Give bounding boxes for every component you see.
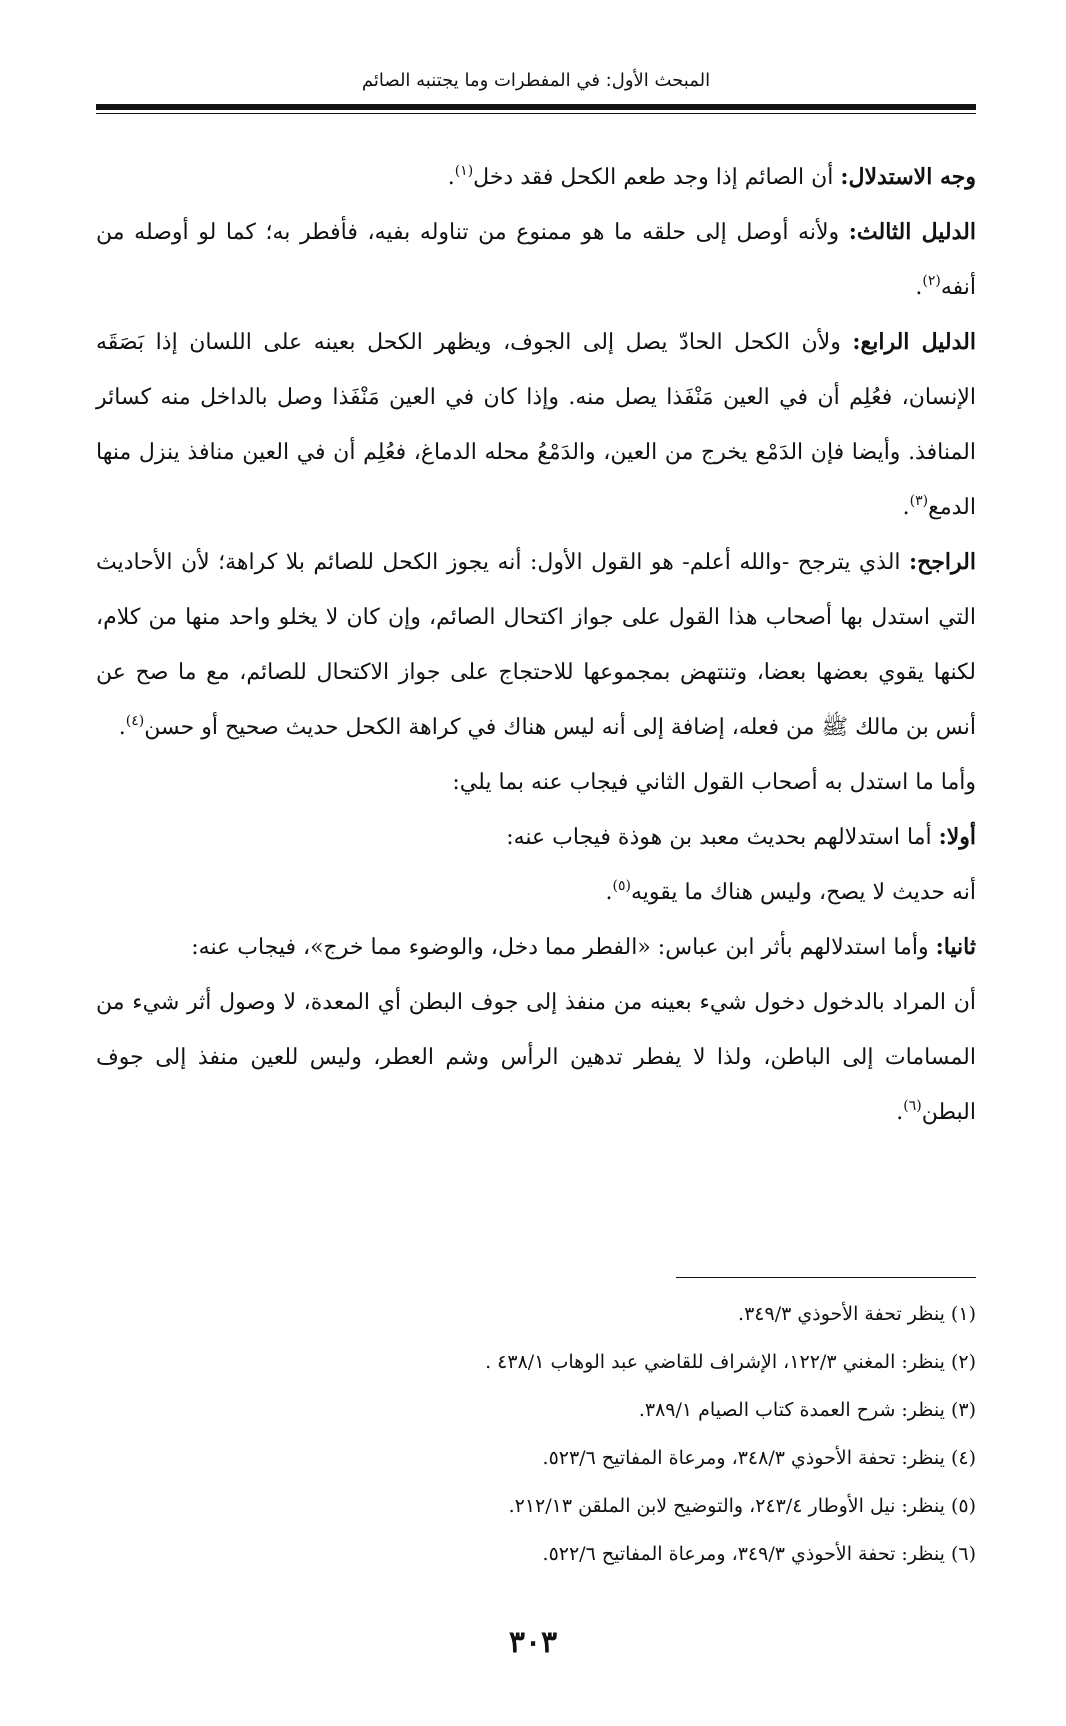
page-number: ٣٠٣	[508, 1625, 558, 1660]
paragraph-text: أما استدلالهم بحديث معبد بن هوذة فيجاب عنه:	[506, 825, 939, 850]
paragraph-dalil-3	[96, 205, 976, 315]
paragraph-istidlal	[96, 150, 976, 205]
footnote-item: (٤) ينظر: تحفة الأحوذي ٣٤٨/٣، ومرعاة المفاتيح ٥٢٣/٦.	[542, 1447, 976, 1469]
paragraph-end: .	[447, 165, 455, 190]
paragraph-rajih	[96, 535, 976, 755]
header-rule-thick	[96, 104, 976, 110]
paragraph-label: الدليل الثالث:	[848, 219, 976, 245]
running-header: المبحث الأول: في المفطرات وما يجتنبه الصائم	[361, 70, 711, 91]
header-rule-thin	[96, 113, 976, 114]
paragraph-text: أن الصائم إذا وجد طعم الكحل فقد دخل	[473, 165, 841, 190]
footnote-ref: (٥)	[612, 878, 631, 894]
paragraph-label: ثانيا:	[935, 934, 976, 960]
paragraph-label: الدليل الرابع:	[852, 329, 976, 355]
paragraph-text: وأما ما استدل به أصحاب القول الثاني فيجاب عنه بما يلي:	[452, 770, 976, 795]
body-text	[96, 150, 976, 1140]
paragraph-label: الراجح:	[909, 549, 976, 575]
paragraph-end: .	[118, 715, 126, 740]
paragraph-label: أولا:	[938, 824, 976, 850]
paragraph-second	[96, 920, 976, 975]
paragraph-text: الذي يترجح -والله أعلم- هو القول الأول: أنه يجوز الكحل للصائم بلا كراهة؛ لأن الأحاديث التي استدل بها أصحاب هذا القول على جواز اكتحال الصائم، وإن كان لا يخلو واحد منها من كلام، لكنها يقوي بعضها بعضا، وتنتهض بمجموعها للاحتجاج على جواز الاكتحال للصائم، مع ما صح عن أنس بن مالك ﷺ من فعله، إضافة إلى أنه ليس هناك في كراهة الكحل حديث صحيح أو حسن	[96, 550, 976, 740]
footnote-ref: (٤)	[125, 713, 145, 729]
paragraph-text: ولأن الكحل الحادّ يصل إلى الجوف، ويظهر الكحل بعينه على اللسان إذا بَصَقَه الإنسان، فعُلِم أن في العين مَنْفَذا يصل منه. وإذا كان في العين مَنْفَذا وصل بالداخل منه كسائر المنافذ. وأيضا فإن الدَمْع يخرج من العين، والدَمْعُ محله الدماغ، فعُلِم أن في العين منافذ ينزل منها الدمع	[96, 330, 976, 520]
footnote-ref: (١)	[454, 163, 474, 179]
footnote-item: (٢) ينظر: المغني ١٢٢/٣، الإشراف للقاضي عبد الوهاب ٤٣٨/١ .	[485, 1351, 976, 1373]
paragraph-text: أن المراد بالدخول دخول شيء بعينه من منفذ إلى جوف البطن أي المعدة، لا وصول أثر شيء من المسامات إلى الباطن، ولذا لا يفطر تدهين الرأس وشم العطر، وليس للعين منفذ إلى جوف البطن	[96, 990, 976, 1125]
footnote-ref: (٣)	[909, 493, 929, 509]
footnotes	[96, 1290, 976, 1578]
paragraph-text: وأما استدلالهم بأثر ابن عباس: «الفطر مما دخل، والوضوء مما خرج»، فيجاب عنه:	[191, 935, 936, 960]
footnote-item: (٣) ينظر: شرح العمدة كتاب الصيام ٣٨٩/١.	[638, 1399, 976, 1421]
paragraph-second-answer	[96, 975, 976, 1140]
footnote-separator	[676, 1277, 976, 1278]
paragraph-dalil-4	[96, 315, 976, 535]
paragraph-first-answer	[96, 865, 976, 920]
footnote-ref: (٢)	[922, 273, 941, 289]
paragraph-end: .	[896, 1100, 904, 1125]
paragraph-text: ولأنه أوصل إلى حلقه ما هو ممنوع من تناوله بفيه، فأفطر به؛ كما لو أوصله من أنفه	[96, 220, 976, 300]
paragraph-text: أنه حديث لا يصح، وليس هناك ما يقويه	[630, 880, 976, 905]
paragraph-reply-intro	[96, 755, 976, 810]
footnote-item: (١) ينظر تحفة الأحوذي ٣٤٩/٣.	[738, 1303, 976, 1325]
footnote-item: (٥) ينظر: نيل الأوطار ٢٤٣/٤، والتوضيح لابن الملقن ٢١٢/١٣.	[508, 1495, 976, 1517]
paragraph-end: .	[605, 880, 613, 905]
footnote-ref: (٦)	[903, 1098, 922, 1114]
paragraph-label: وجه الاستدلال:	[840, 164, 976, 190]
footnote-item: (٦) ينظر: تحفة الأحوذي ٣٤٩/٣، ومرعاة المفاتيح ٥٢٢/٦.	[542, 1543, 976, 1565]
paragraph-end: .	[902, 495, 910, 520]
paragraph-end: .	[915, 275, 923, 300]
paragraph-first	[96, 810, 976, 865]
